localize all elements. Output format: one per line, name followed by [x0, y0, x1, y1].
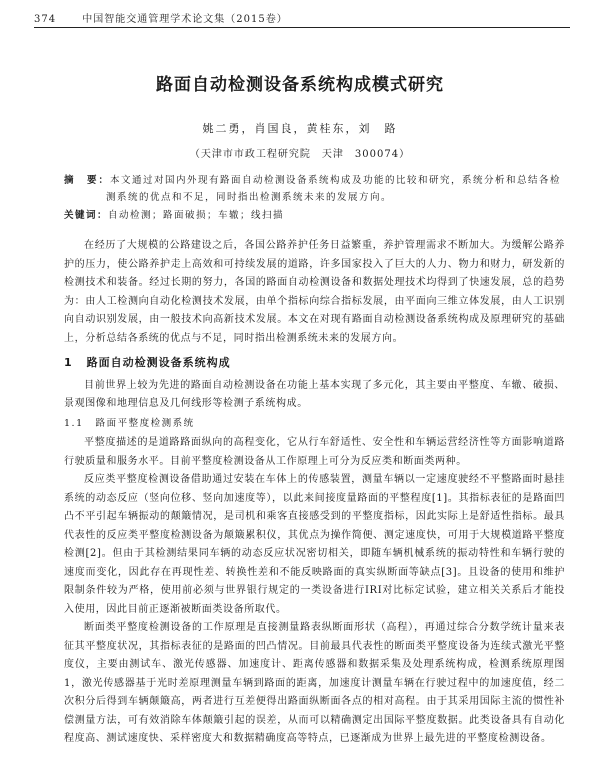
- page-number: 374: [34, 14, 57, 25]
- abstract-line-2: 测系统的优点和不足，同时指出检测系统未来的发展方向。: [106, 192, 393, 203]
- subsection-title: 路面平整度检测系统: [95, 417, 195, 429]
- keywords-label: 关键词：: [64, 210, 109, 221]
- keywords: [64, 207, 564, 221]
- body-paragraph: 反应类平整度检测设备借助通过安装在车体上的传感装置，测量车辆以一定速度驶经不平整路面时悬挂系统的动态反应（竖向位移、竖向加速度等），以此来间接度量路面的平整程度[1]。其指标表征的是路面凹凸不平引起车辆振动的颠簸情况，是司机和乘客直接感受到的平整度指标，因此实际上是舒适性指标。最具代表性的反应类平整度检测设备为颠簸累积仪，其优点为操作简便、测定速度快，可用于大规模道路平整度检测[2]。但由于其检测结果同车辆的动态反应状况密切相关，即随车辆机械系统的振动特性和车辆行驶的速度而变化，因此存在再现性差、转换性差和不能反映路面的真实纵断面等缺点[3]。且设备的使用和维护限制条件较为严格，使用前必须与世界银行规定的一类设备进行IRI对比标定试验，建立相关关系后才能投入使用，因此目前正逐渐被断面类设备所取代。: [64, 474, 565, 615]
- journal-title: 中国智能交通管理学术论文集（2015卷）: [82, 14, 288, 25]
- abstract: [64, 172, 564, 206]
- body-text: [64, 237, 565, 749]
- abstract-line-1: 本文通过对国内外现有路面自动检测设备系统构成及功能的比较和研究，系统分析和总结各检: [110, 175, 562, 186]
- section-heading: [64, 354, 565, 373]
- section-number: 1: [64, 356, 73, 369]
- affiliation: （天津市市政工程研究院 天津 300074）: [189, 149, 411, 160]
- running-header: [34, 10, 570, 25]
- body-paragraph: 断面类平整度检测设备的工作原理是直接测量路表纵断面形状（高程），再通过综合分数学统计量来表征其平整度状况，其指标表征的是路面的凹凸情况。目前最具代表性的断面类平整度设备为连续式激光平整度仪，主要由测试车、激光传感器、加速度计、距离传感器和数据采集及处理系统构成，检测系统原理图1，激光传感器基于光时差原理测量车辆到路面的距离，加速度计测量车辆在行驶过程中的加速度值，经二次积分后得到车辆颠簸高，两者进行互差便得出路面纵断面各点的相对高程。由于其采用国际主流的惯性补偿测量方法，可有效消除车体颠簸引起的误差，从而可以精确测定出国际平整度数据。此类设备具有自动化程度高、测试速度快、采样密度大和数据精确度高等特点，已逐渐成为世界上最先进的平整度检测设备。: [64, 622, 565, 744]
- header-rule: [34, 27, 570, 28]
- intro-paragraph: 在经历了大规模的公路建设之后，各国公路养护任务日益繁重，养护管理需求不断加大。为缓解公路养护的压力，使公路养护走上高效和可持续发展的道路，许多国家投入了巨大的人力、物力和财力，研发新的检测技术和装备。经过长期的努力，各国的路面自动检测设备和数据处理技术均得到了快速发展，总的趋势为：由人工检测向自动化检测技术发展，由单个指标向综合指标发展，由平面向三维立体发展，由人工识别向自动识别发展，由一般技术向高新技术发展。本文在对现有路面自动检测设备系统构成及原理研究的基础上，分析总结各系统的优点与不足，同时指出检测系统未来的发展方向。: [64, 240, 565, 344]
- subsection-heading: [64, 415, 565, 434]
- paper-title: 路面自动检测设备系统构成模式研究: [156, 75, 444, 95]
- body-paragraph: 平整度描述的是道路路面纵向的高程变化，它从行车舒适性、安全性和车辆运营经济性等方面影响道路行驶质量和服务水平。目前平整度检测设备从工作原理上可分为反应类和断面类两种。: [64, 437, 565, 467]
- subsection-number: 1.1: [64, 417, 84, 429]
- section-title: 路面自动检测设备系统构成: [86, 356, 231, 369]
- section-intro-paragraph: 目前世界上较为先进的路面自动检测设备在功能上基本实现了多元化，其主要由平整度、车辙、破损、景观图像和地理信息及几何线形等检测子系统构成。: [64, 379, 565, 409]
- abstract-label: 摘 要：: [64, 175, 111, 186]
- authors: 姚二勇，肖国良，黄桂东，刘 路: [202, 122, 398, 135]
- keywords-text: 自动检测；路面破损；车辙；线扫描: [108, 210, 285, 221]
